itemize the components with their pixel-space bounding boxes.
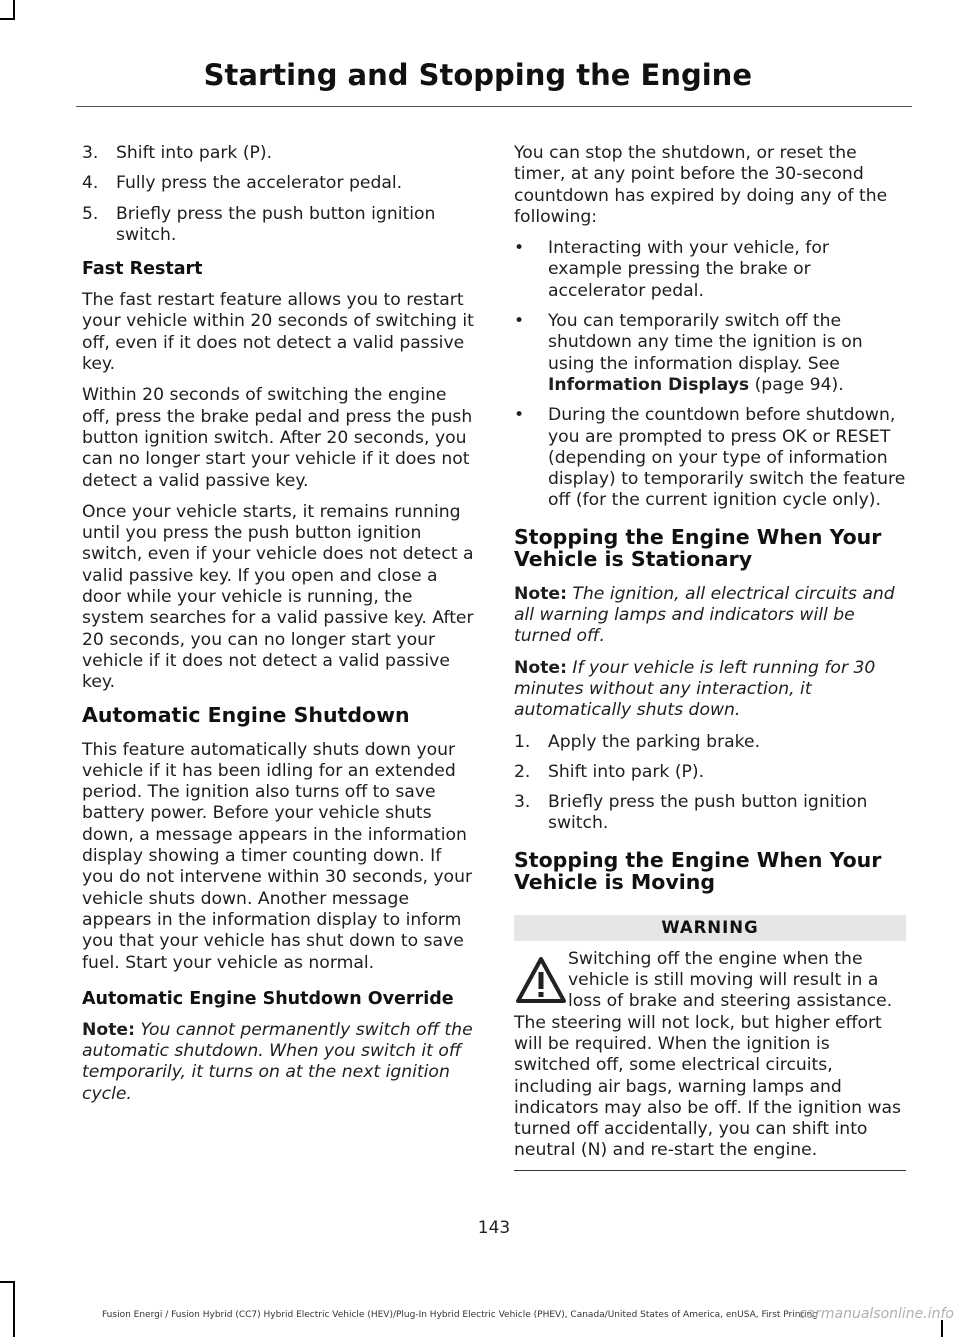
list-text: Apply the parking brake. <box>548 731 761 752</box>
bullet-item <box>514 238 906 302</box>
note-text: The ignition, all electrical circuits and all warning lamps and indicators will be turned off. <box>514 583 895 647</box>
section-heading-moving: Stopping the Engine When Your Vehicle is Moving <box>514 847 882 894</box>
note-label: Note: <box>514 583 567 604</box>
paragraph: The fast restart feature allows you to restart your vehicle within 20 seconds of switching it off, even if it does not detect a valid passive key. <box>82 290 474 375</box>
list-number: 5. <box>82 203 99 224</box>
page-number: 143 <box>477 1218 511 1238</box>
note-paragraph <box>514 584 906 648</box>
list-number: 4. <box>82 173 99 194</box>
warning-text: Switching off the engine when the vehicle is still moving will result in a loss of brake and steering assistance. The steering will not lock, but higher effort will be required. When the ignition is switched off, some electrical circuits, including air bags, warning lamps and indicators may also be off. If the ignition was turned off accidentally, you can shift into neutral (N) and re-start the engine. <box>514 948 901 1161</box>
bullet-item <box>514 311 906 396</box>
list-item <box>82 173 474 194</box>
bullet-glyph: • <box>514 311 525 332</box>
section-heading-stationary: Stopping the Engine When Your Vehicle is Stationary <box>514 524 882 571</box>
warning-triangle-icon <box>514 951 568 1011</box>
warning-body <box>514 949 906 1162</box>
crop-mark-bottom-left-h <box>0 1281 15 1283</box>
list-text: Briefly press the push button ignition switch. <box>116 203 436 245</box>
list-text: Briefly press the push button ignition switch. <box>548 792 868 834</box>
list-text: Shift into park (P). <box>548 761 705 782</box>
paragraph: Within 20 seconds of switching the engine off, press the brake pedal and press the push button ignition switch. After 20 seconds, you can no longer start your vehicle if it does not detect a valid passive key. <box>82 385 473 491</box>
bullet-text: During the countdown before shutdown, you are prompted to press OK or RESET (depending on your type of information display) to temporarily switch the feature off (for the current ignition cycle only). <box>548 405 906 511</box>
note-text: You cannot permanently switch off the automatic shutdown. When you switch it off temporarily, it turns on at the next ignition cycle. <box>82 1019 473 1104</box>
section-heading-fast-restart: Fast Restart <box>82 259 203 280</box>
warning-box <box>514 915 906 1171</box>
list-number: 3. <box>82 143 99 163</box>
bullet-text: Interacting with your vehicle, for example pressing the brake or accelerator pedal. <box>548 238 829 301</box>
list-item <box>514 732 906 753</box>
list-number: 3. <box>514 792 531 813</box>
section-heading-shutdown-override: Automatic Engine Shutdown Override <box>82 988 454 1009</box>
watermark: carmanualsonline.info <box>798 1306 954 1322</box>
paragraph: You can stop the shutdown, or reset the timer, at any point before the 30-second countdown has expired by doing any of the following: <box>514 143 888 227</box>
warning-rule <box>514 1170 906 1171</box>
bullet-text: You can temporarily switch off the shutdown any time the ignition is on using the information display. See <box>548 311 863 374</box>
list-text: Fully press the accelerator pedal. <box>116 173 403 194</box>
crop-mark-top-left-v <box>13 0 15 20</box>
list-number: 2. <box>514 761 531 782</box>
paragraph: Once your vehicle starts, it remains running until you press the push button ignition switch, even if your vehicle does not detect a valid passive key. If you open and close a door while your vehicle is running, the system searches for a valid passive key. After 20 seconds, you can no longer start your vehicle if it does not detect a valid passive key. <box>82 501 474 693</box>
list-item <box>514 792 906 835</box>
bullet-glyph: • <box>514 238 525 259</box>
list-item <box>514 762 906 783</box>
note-label: Note: <box>82 1019 135 1040</box>
note-label: Note: <box>514 657 567 678</box>
cross-reference-link[interactable]: Information Displays <box>548 374 750 395</box>
section-heading-automatic-shutdown: Automatic Engine Shutdown <box>82 702 410 727</box>
crop-mark-bottom-right-v <box>941 1320 943 1337</box>
bullet-item <box>514 405 906 511</box>
page-title: Starting and Stopping the Engine <box>203 58 752 92</box>
list-item <box>82 143 474 164</box>
paragraph: This feature automatically shuts down your vehicle if it has been idling for an extended period. The ignition also turns off to save battery power. Before your vehicle shuts down, a message appears in the information display showing a timer counting down. If you do not intervene within 30 seconds, your vehicle shuts down. Another message appears in the information display to inform you that your vehicle has shut down to save fuel. Start your vehicle as normal. <box>82 739 473 973</box>
crop-mark-top-left-h <box>0 18 15 20</box>
note-paragraph <box>514 658 906 722</box>
header-rule <box>76 106 912 107</box>
list-text: Shift into park (P). <box>116 143 273 163</box>
list-number: 1. <box>514 731 531 752</box>
crop-mark-bottom-left-v <box>13 1281 15 1337</box>
warning-label: WARNING <box>514 915 906 941</box>
right-column <box>514 143 906 1171</box>
page-reference: (page 94). <box>749 374 844 395</box>
bullet-glyph: • <box>514 405 525 426</box>
list-item <box>82 204 474 247</box>
footer-text: Fusion Energi / Fusion Hybrid (CC7) Hybrid Electric Vehicle (HEV)/Plug-In Hybrid Electric Vehicle (PHEV), Canada/United States of America, enUSA, First Printing <box>102 1310 818 1320</box>
left-column <box>82 143 474 1115</box>
note-text: If your vehicle is left running for 30 minutes without any interaction, it automatically shuts down. <box>514 657 876 721</box>
note-paragraph <box>82 1020 474 1105</box>
